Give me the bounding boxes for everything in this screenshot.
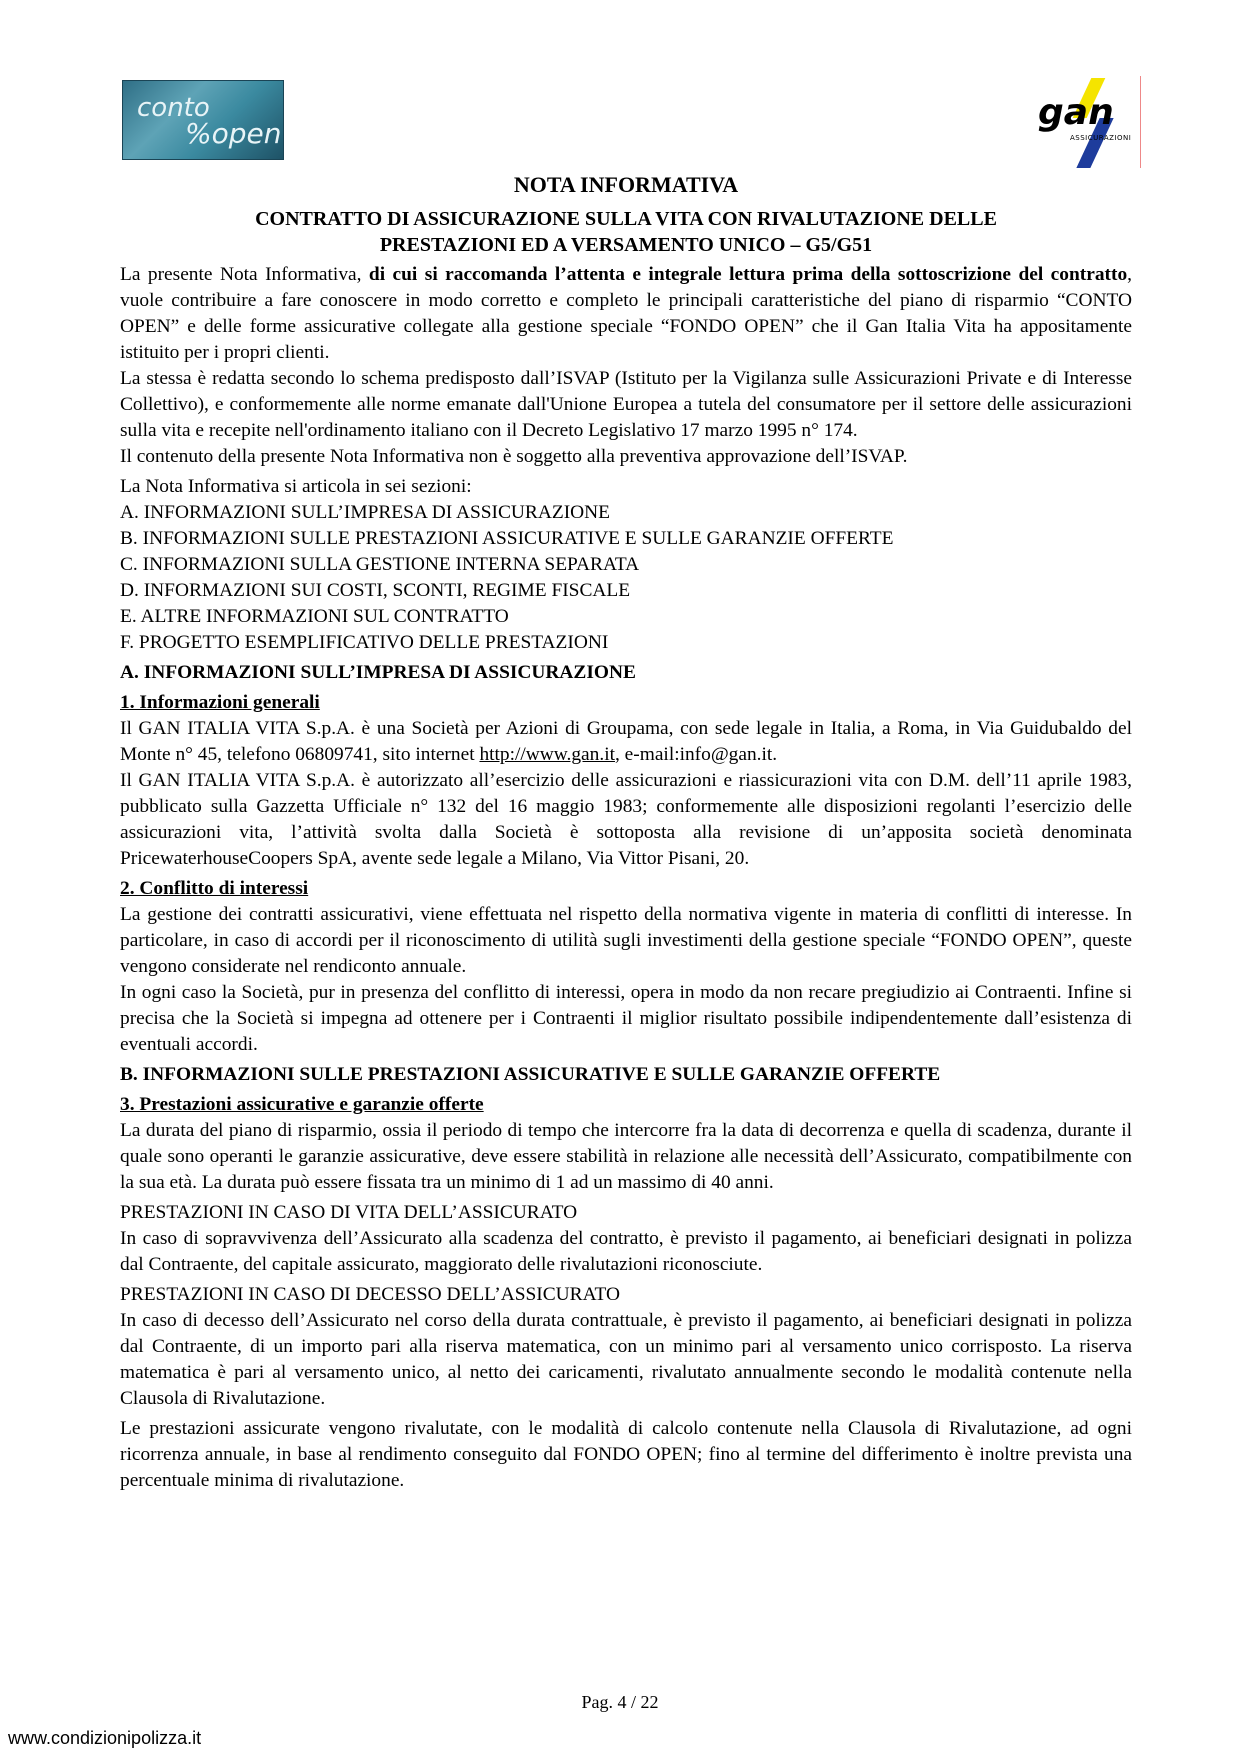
page-title: NOTA INFORMATIVA	[513, 172, 739, 197]
sec-b-sub-2: PRESTAZIONI IN CASO DI DECESSO DELL’ASSICURATO	[120, 1284, 620, 1305]
sec-b-paragraph-1: La durata del piano di risparmio, ossia il periodo di tempo che intercorre fra la data di decorrenza e quella di scadenza, durante il quale sono operanti le garanzie assicurative, deve essere stabilità in relazione alle necessità dell’Assicurato, compatibilmente con la sua età. La durata può essere fissata tra un minimo di 1 ad un massimo di 40 anni.	[120, 1120, 1132, 1193]
page-number: Pag. 4 / 22	[581, 1692, 659, 1712]
section-list-item: F. PROGETTO ESEMPLIFICATIVO DELLE PRESTAZIONI	[120, 632, 609, 653]
intro-p1-a: La presente Nota Informativa,	[120, 264, 369, 285]
subheading-2: 2. Conflitto di interessi	[120, 878, 309, 899]
sec-a-paragraph-3: La gestione dei contratti assicurativi, viene effettuata nel rispetto della normativa vigente in materia di conflitti di interesse. In particolare, in caso di accordi per il riconoscimento di utilità sugli investimenti della gestione speciale “FONDO OPEN”, queste vengono considerate nel rendiconto annuale.	[120, 904, 1132, 977]
watermark: www.condizionipolizza.it	[8, 1728, 202, 1748]
sec-a-p1-a: Il GAN ITALIA VITA S.p.A. è una Società per Azioni di Groupama, con sede legale in Italia, a Roma, in Via Guidubaldo del Monte n° 45, telefono 06809741, sito internet	[120, 718, 1132, 765]
margin-line	[1140, 76, 1141, 168]
conto-open-logo	[122, 80, 284, 160]
section-list-item: A. INFORMAZIONI SULL’IMPRESA DI ASSICURAZIONE	[120, 502, 611, 523]
subheading-1: 1. Informazioni generali	[120, 692, 320, 713]
intro-p1-bold: di cui si raccomanda l’attenta e integrale lettura prima della sottoscrizione del contratto	[368, 264, 1128, 285]
subtitle-line-2: PRESTAZIONI ED A VERSAMENTO UNICO – G5/G51	[379, 234, 873, 256]
sec-a-paragraph-4: In ogni caso la Società, pur in presenza del conflitto di interessi, opera in modo da non recare pregiudizio ai Contraenti. Infine si precisa che la Società si impegna ad ottenere per i Contraenti il miglior risultato possibile indipendentemente dall’esistenza di eventuali accordi.	[120, 982, 1132, 1055]
section-list-item: E. ALTRE INFORMAZIONI SUL CONTRATTO	[120, 606, 509, 627]
logo-gan-text: gan	[1038, 92, 1114, 133]
sec-a-paragraph-2: Il GAN ITALIA VITA S.p.A. è autorizzato all’esercizio delle assicurazioni e riassicurazioni vita con D.M. dell’11 aprile 1983, pubblicato sulla Gazzetta Ufficiale n° 132 del 16 maggio 1983; conformemente alle disposizioni regolanti l’esercizio delle assicurazioni vita, l’attività svolta dalla Società è sottoposta alla revisione di un’apposita società denominata PricewaterhouseCoopers SpA, avente sede legale a Milano, Via Vittor Pisani, 20.	[120, 770, 1132, 869]
intro-paragraph-3: Il contenuto della presente Nota Informativa non è soggetto alla preventiva approvazione dell’ISVAP.	[120, 446, 908, 467]
section-list-item: B. INFORMAZIONI SULLE PRESTAZIONI ASSICURATIVE E SULLE GARANZIE OFFERTE	[120, 528, 894, 549]
sec-a-p1-b: , e-mail:info@gan.it.	[614, 744, 778, 765]
section-a-heading: A. INFORMAZIONI SULL’IMPRESA DI ASSICURAZIONE	[120, 662, 636, 683]
sec-b-paragraph-2: In caso di sopravvivenza dell’Assicurato alla scadenza del contratto, è previsto il pagamento, ai beneficiari designati in polizza dal Contraente, del capitale assicurato, maggiorato delle rivalutazioni riconosciute.	[120, 1228, 1132, 1275]
intro-p1-c: , vuole contribuire a fare conoscere in modo corretto e completo le principali caratteristiche del piano di risparmio “CONTO OPEN” e delle forme assicurative collegate alla gestione speciale “FONDO OPEN” che il Gan Italia Vita ha appositamente istituito per i propri clienti.	[120, 264, 1132, 363]
document-body	[120, 170, 1132, 1494]
sec-b-sub-1: PRESTAZIONI IN CASO DI VITA DELL’ASSICURATO	[120, 1202, 578, 1223]
sec-a-paragraph-1	[120, 716, 1132, 768]
subtitle-line-1: CONTRATTO DI ASSICURAZIONE SULLA VITA CON RIVALUTAZIONE DELLE	[255, 208, 997, 230]
logo-gan-sub: ASSICURAZIONI	[1070, 134, 1132, 142]
logo-left-text-1: conto	[137, 93, 210, 123]
logo-left-text-2: %open	[185, 117, 282, 150]
intro-paragraph-2: La stessa è redatta secondo lo schema predisposto dall’ISVAP (Istituto per la Vigilanza sulle Assicurazioni Private e di Interesse Collettivo), e conformemente alle norme emanate dall'Unione Europea a tutela del consumatore per il settore delle assicurazioni sulla vita e recepite nell'ordinamento italiano con il Decreto Legislativo 17 marzo 1995 n° 174.	[120, 368, 1132, 441]
sec-b-paragraph-3: In caso di decesso dell’Assicurato nel corso della durata contrattuale, è previsto il pagamento, ai beneficiari designati in polizza dal Contraente, di un importo pari alla riserva matematica, con un minimo pari al versamento unico corrisposto. La riserva matematica è pari al versamento unico, al netto dei caricamenti, rivalutato annualmente secondo le modalità contenute nella Clausola di Rivalutazione.	[120, 1310, 1132, 1409]
section-list-item: D. INFORMAZIONI SUI COSTI, SCONTI, REGIME FISCALE	[120, 580, 631, 601]
website-link[interactable]: http://www.gan.it	[479, 744, 615, 765]
subheading-3: 3. Prestazioni assicurative e garanzie offerte	[120, 1094, 484, 1115]
section-b-heading: B. INFORMAZIONI SULLE PRESTAZIONI ASSICURATIVE E SULLE GARANZIE OFFERTE	[120, 1064, 941, 1085]
gan-logo	[1030, 78, 1130, 168]
section-list-item: C. INFORMAZIONI SULLA GESTIONE INTERNA SEPARATA	[120, 554, 640, 575]
section-list	[120, 500, 1132, 656]
sec-b-paragraph-4: Le prestazioni assicurate vengono rivalutate, con le modalità di calcolo contenute nella Clausola di Rivalutazione, ad ogni ricorrenza annuale, in base al rendimento conseguito dal FONDO OPEN; fino al termine del differimento è inoltre prevista una percentuale minima di rivalutazione.	[120, 1418, 1132, 1491]
intro-paragraph-4: La Nota Informativa si articola in sei sezioni:	[120, 476, 472, 497]
intro-paragraph-1	[120, 262, 1132, 366]
